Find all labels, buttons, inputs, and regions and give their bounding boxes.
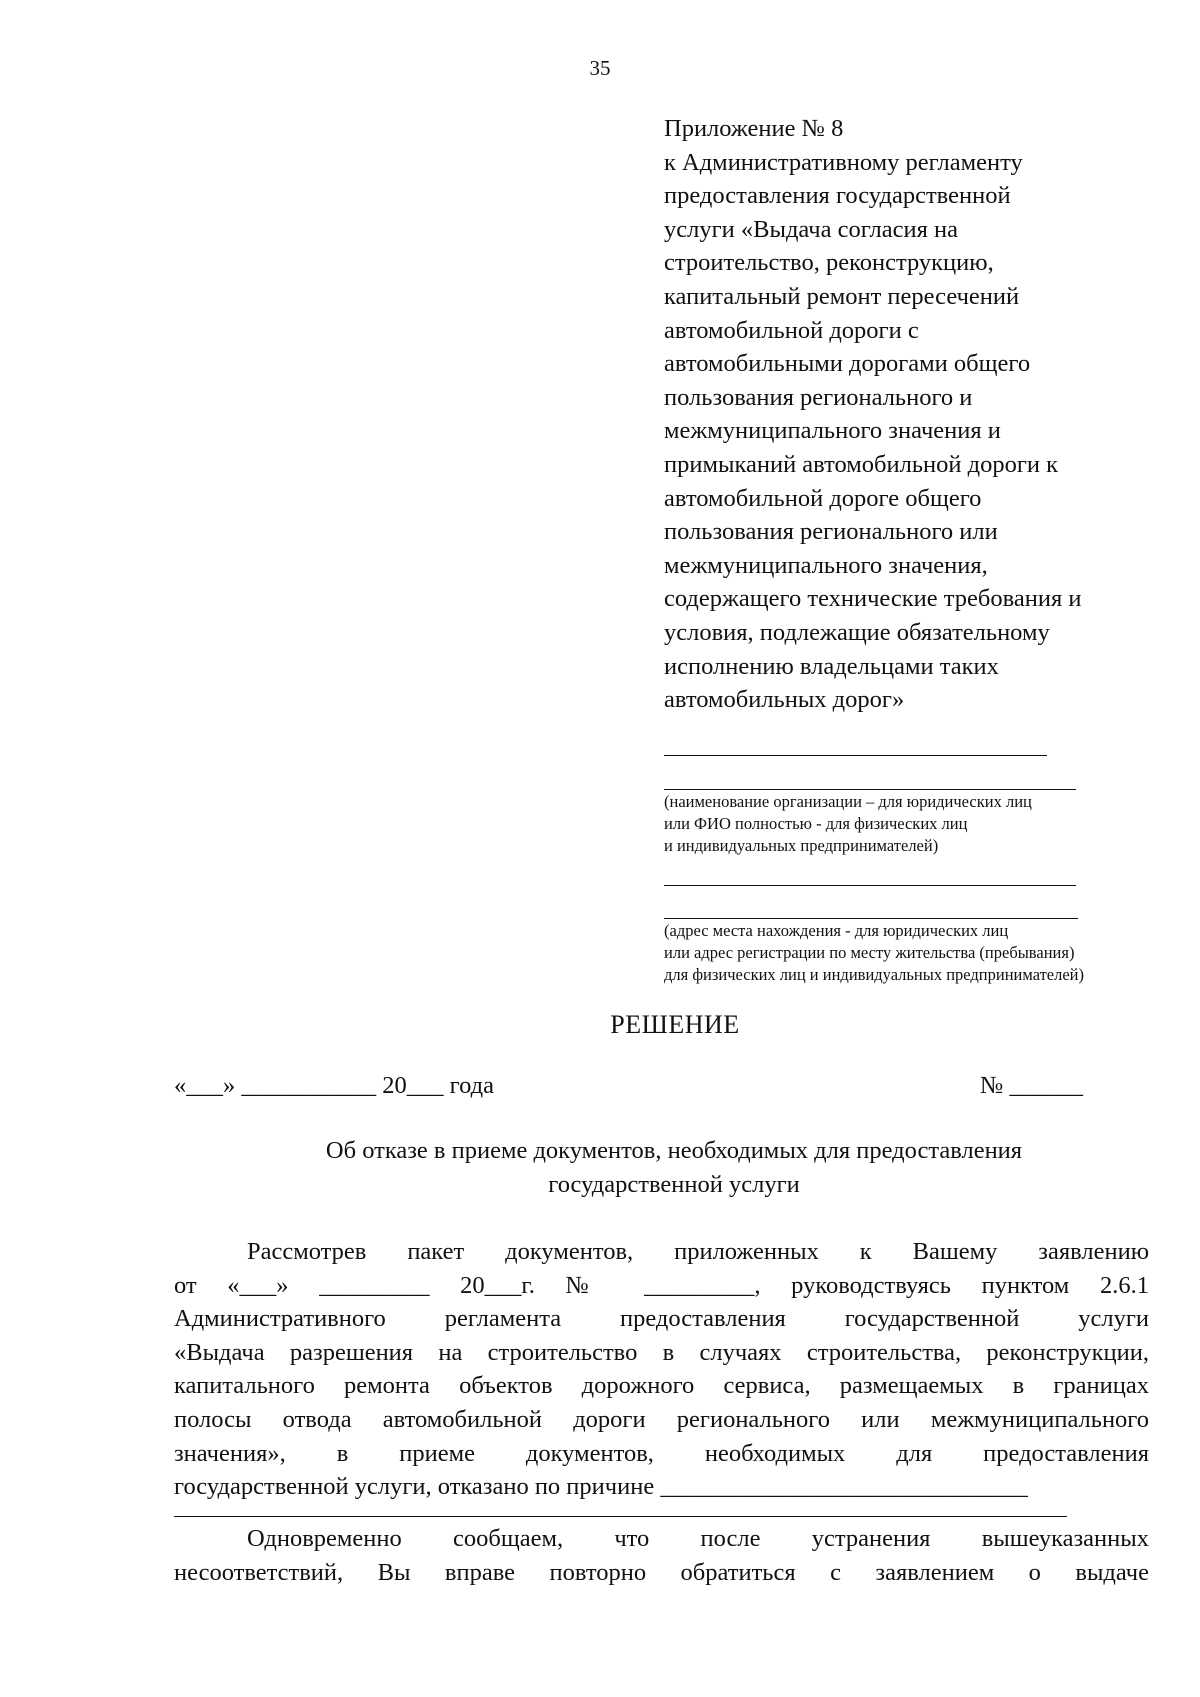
recipient-address-blank-line [664, 885, 1076, 886]
body-line: капитального ремонта объектов дорожного сервиса, размещаемых в границах [174, 1372, 1149, 1400]
decision-number-line: № ______ [980, 1072, 1084, 1099]
appendix-line: пользования регионального или [664, 518, 998, 546]
body-line: полосы отвода автомобильной дороги регионального или межмуниципального [174, 1405, 1149, 1433]
appendix-line: предоставления государственной [664, 182, 1011, 210]
recipient-name-blank-line [664, 789, 1076, 790]
page-number: 35 [589, 56, 611, 80]
appendix-line: услуги «Выдача согласия на [664, 215, 959, 243]
appendix-line: автомобильных дорог» [664, 686, 905, 714]
reason-continuation-blank-line [174, 1516, 1067, 1517]
body-line: государственной услуги, отказано по причине ______________________________ [174, 1473, 1028, 1501]
appendix-line: межмуниципального значения, [664, 551, 988, 579]
appendix-line: автомобильными дорогами общего [664, 350, 1031, 378]
body-paragraph-1 [174, 1235, 1149, 1504]
appendix-line: автомобильной дороге общего [664, 484, 982, 512]
appendix-line: примыканий автомобильной дороги к [664, 450, 1059, 478]
appendix-line: автомобильной дороги с [664, 316, 919, 344]
recipient-address-caption: (адрес места нахождения - для юридических лиц или адрес регистрации по месту жительства (пребывания) для физических лиц и индивидуальных предпринимателей) [664, 921, 1085, 984]
decision-subject: Об отказе в приеме документов, необходимых для предоставления государственной услуги [325, 1137, 1023, 1198]
appendix-line: пользования регионального и [664, 383, 973, 411]
body-line: от «___» _________ 20___г. № _________, руководствуясь пунктом 2.6.1 [174, 1271, 1149, 1299]
recipient-address-blank-line [664, 918, 1078, 919]
appendix-line: Приложение № 8 [664, 115, 844, 142]
appendix-block [664, 112, 1184, 717]
appendix-line: капитальный ремонт пересечений [664, 282, 1020, 310]
appendix-line: условия, подлежащие обязательному [664, 618, 1050, 646]
body-line: значения», в приеме документов, необходимых для предоставления [174, 1439, 1149, 1467]
appendix-line: строительство, реконструкцию, [664, 249, 994, 277]
appendix-line: исполнению владельцами таких [664, 652, 999, 680]
body-paragraph-2 [174, 1522, 1149, 1589]
body-line: Одновременно сообщаем, что после устранения вышеуказанных [247, 1525, 1149, 1552]
recipient-name-blank-line [664, 755, 1047, 756]
document-title: РЕШЕНИЕ [610, 1010, 740, 1039]
body-line: Административного регламента предоставления государственной услуги [174, 1305, 1149, 1333]
appendix-line: межмуниципального значения и [664, 417, 1001, 445]
body-line: несоответствий, Вы вправе повторно обратиться с заявлением о выдаче [174, 1558, 1149, 1586]
body-line: Рассмотрев пакет документов, приложенных к Вашему заявлению [247, 1238, 1149, 1265]
decision-date-line: «___» ___________ 20___ года [174, 1072, 494, 1099]
body-line: «Выдача разрешения на строительство в случаях строительства, реконструкции, [174, 1338, 1149, 1366]
recipient-name-caption: (наименование организации – для юридических лиц или ФИО полностью - для физических лиц и индивидуальных предпринимателей) [664, 792, 1032, 855]
appendix-line: содержащего технические требования и [664, 585, 1082, 613]
appendix-line: к Административному регламенту [664, 148, 1023, 176]
